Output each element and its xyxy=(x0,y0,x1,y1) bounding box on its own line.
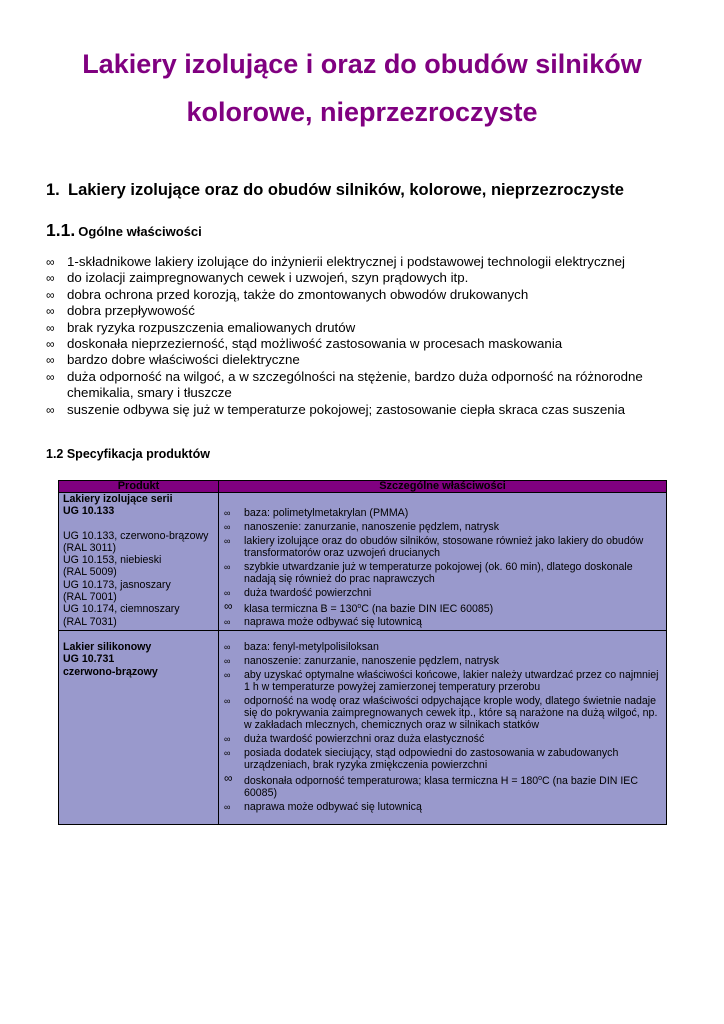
list-item: ∞ dobra przepływowość xyxy=(46,303,195,319)
section-1-1-title: Ogólne właściwości xyxy=(78,224,202,239)
bullet-icon: ∞ xyxy=(224,642,231,652)
section-1-heading xyxy=(46,181,686,200)
title-line-2: kolorowe, nieprzezroczyste xyxy=(186,97,538,127)
bullet-icon: ∞ xyxy=(224,734,231,745)
bullet-icon: ∞ xyxy=(46,320,55,335)
list-item: ∞ baza: polimetylmetakrylan (PMMA) xyxy=(224,507,409,519)
list-item: ∞ bardzo dobre właściwości dielektryczne xyxy=(46,352,300,368)
bullet-icon: ∞ xyxy=(46,402,55,417)
table-row-2-product: Lakier silikonowy UG 10.731 czerwono-brązowy xyxy=(63,641,158,678)
column-divider xyxy=(218,481,219,824)
list-item: ∞ aby uzyskać optymalne właściwości końcowe, lakier należy utwardzać przez co najmniej 1 h w temperaturze powyżej zamierzonej temperatury przerobu xyxy=(224,668,659,693)
section-1-1-heading xyxy=(46,220,202,241)
list-item: ∞ 1-składnikowe lakiery izolujące do inżynierii elektrycznej i podstawowej technologii elektrycznej xyxy=(46,254,625,269)
title-line-1: Lakiery izolujące i oraz do obudów silników xyxy=(82,49,642,79)
list-item: ∞ brak ryzyka rozpuszczenia emaliowanych drutów xyxy=(46,319,356,335)
general-properties-list xyxy=(46,254,686,418)
table-row-2-properties xyxy=(222,641,662,815)
list-item: ∞ klasa termiczna $B = 130^oC$ (na bazie DIN IEC 60085) xyxy=(224,598,494,615)
degree-sign: o xyxy=(538,774,543,782)
list-item: ∞ naprawa może odbywać się lutownicą xyxy=(224,616,422,629)
bullet-icon: ∞ xyxy=(224,802,231,813)
list-item: ∞ baza: fenyl-metylpolisiloksan xyxy=(224,641,379,653)
bullet-icon: ∞ xyxy=(224,598,233,613)
bullet-icon: ∞ xyxy=(46,287,55,302)
bullet-icon: ∞ xyxy=(224,747,231,758)
list-item: ∞ nanoszenie: zanurzanie, nanoszenie pędzlem, natrysk xyxy=(224,520,499,533)
bullet-icon: ∞ xyxy=(224,508,231,518)
bullet-icon: ∞ xyxy=(224,669,231,680)
list-item: ∞ suszenie odbywa się już w temperaturze pokojowej; zastosowanie ciepła skraca czas suszenia xyxy=(46,401,626,417)
header-properties: Szczególne właściwości xyxy=(379,480,506,492)
bullet-icon: ∞ xyxy=(46,337,55,352)
bullet-icon: ∞ xyxy=(46,353,55,368)
degree-sign: o xyxy=(357,602,362,610)
section-1-title: Lakiery izolujące oraz do obudów silników, kolorowe, nieprzezroczyste xyxy=(68,181,624,199)
section-1-number: 1. xyxy=(46,181,60,199)
list-item: ∞ doskonała odporność temperaturowa; klasa termiczna $H = 180^oC$ (na bazie DIN IEC 60085) xyxy=(224,770,639,800)
list-item: ∞ odporność na wodę oraz właściwości odpychające krople wody, dlatego świetnie nadaje się do pokrywania zaimpregnowanych cewek itp., które są narażone na dużą wilgoć, np. w zakładach mlecznych, chemicznych oraz w silnikach statków xyxy=(224,694,658,732)
bullet-icon: ∞ xyxy=(46,369,55,384)
bullet-icon: ∞ xyxy=(224,521,231,532)
bullet-icon: ∞ xyxy=(224,770,233,785)
bullet-icon: ∞ xyxy=(46,304,55,319)
bullet-icon: ∞ xyxy=(46,271,55,286)
table-row-1-product: Lakiery izolujące serii UG 10.133 UG 10.133, czerwono-brązowy (RAL 3011) UG 10.153, niebieski (RAL 5009) UG 10.173, jasnoszary (RAL 7001) UG 10.174, ciemnoszary (RAL 7031) xyxy=(63,493,209,628)
list-item: ∞ posiada dodatek sieciujący, stąd odpowiedni do zastosowania w zabudowanych urządzeniach, brak ryzyka zmiękczenia powierzchni xyxy=(224,746,619,772)
bullet-icon: ∞ xyxy=(224,617,231,628)
table-row-1-properties xyxy=(222,507,662,630)
table-header xyxy=(59,481,666,493)
list-item: ∞ doskonała nieprzezierność, stąd możliwość zastosowania w procesach maskowania xyxy=(46,336,563,352)
list-item: ∞ do izolacji zaimpregnowanych cewek i uzwojeń, szyn prądowych itp. xyxy=(46,270,469,286)
list-item: ∞ dobra ochrona przed korozją, także do zmontowanych obwodów drukowanych xyxy=(46,286,529,302)
list-item: ∞ duża twardość powierzchni oraz duża elastyczność xyxy=(224,733,485,746)
bullet-icon: ∞ xyxy=(224,535,231,546)
document-title xyxy=(40,40,684,136)
bullet-icon: ∞ xyxy=(46,255,55,269)
list-item: ∞ duża twardość powierzchni xyxy=(224,586,372,599)
section-1-2-heading: 1.2 Specyfikacja produktów xyxy=(46,447,210,461)
bullet-icon: ∞ xyxy=(224,695,231,706)
product-spec-table xyxy=(58,480,667,825)
bullet-icon: ∞ xyxy=(224,587,231,598)
bullet-icon: ∞ xyxy=(224,561,231,572)
list-item: ∞ naprawa może odbywać się lutownicą xyxy=(224,801,422,814)
list-item: ∞ szybkie utwardzanie już w temperaturze pokojowej (ok. 60 min), dlatego doskonale nadają się również do prac naprawczych xyxy=(224,560,633,585)
list-item: ∞ duża odporność na wilgoć, a w szczególności na stężenie, bardzo duża odporność na różnorodne chemikalia, smary i tłuszcze xyxy=(46,368,643,401)
section-1-1-number: 1.1. xyxy=(46,220,76,240)
list-item: ∞ lakiery izolujące oraz do obudów silników, stosowane również jako lakiery do obudów transformatorów oraz uzwojeń drucianych xyxy=(224,534,644,559)
bullet-icon: ∞ xyxy=(224,655,231,666)
list-item: ∞ nanoszenie: zanurzanie, nanoszenie pędzlem, natrysk xyxy=(224,654,499,667)
header-product: Produkt xyxy=(117,480,160,492)
